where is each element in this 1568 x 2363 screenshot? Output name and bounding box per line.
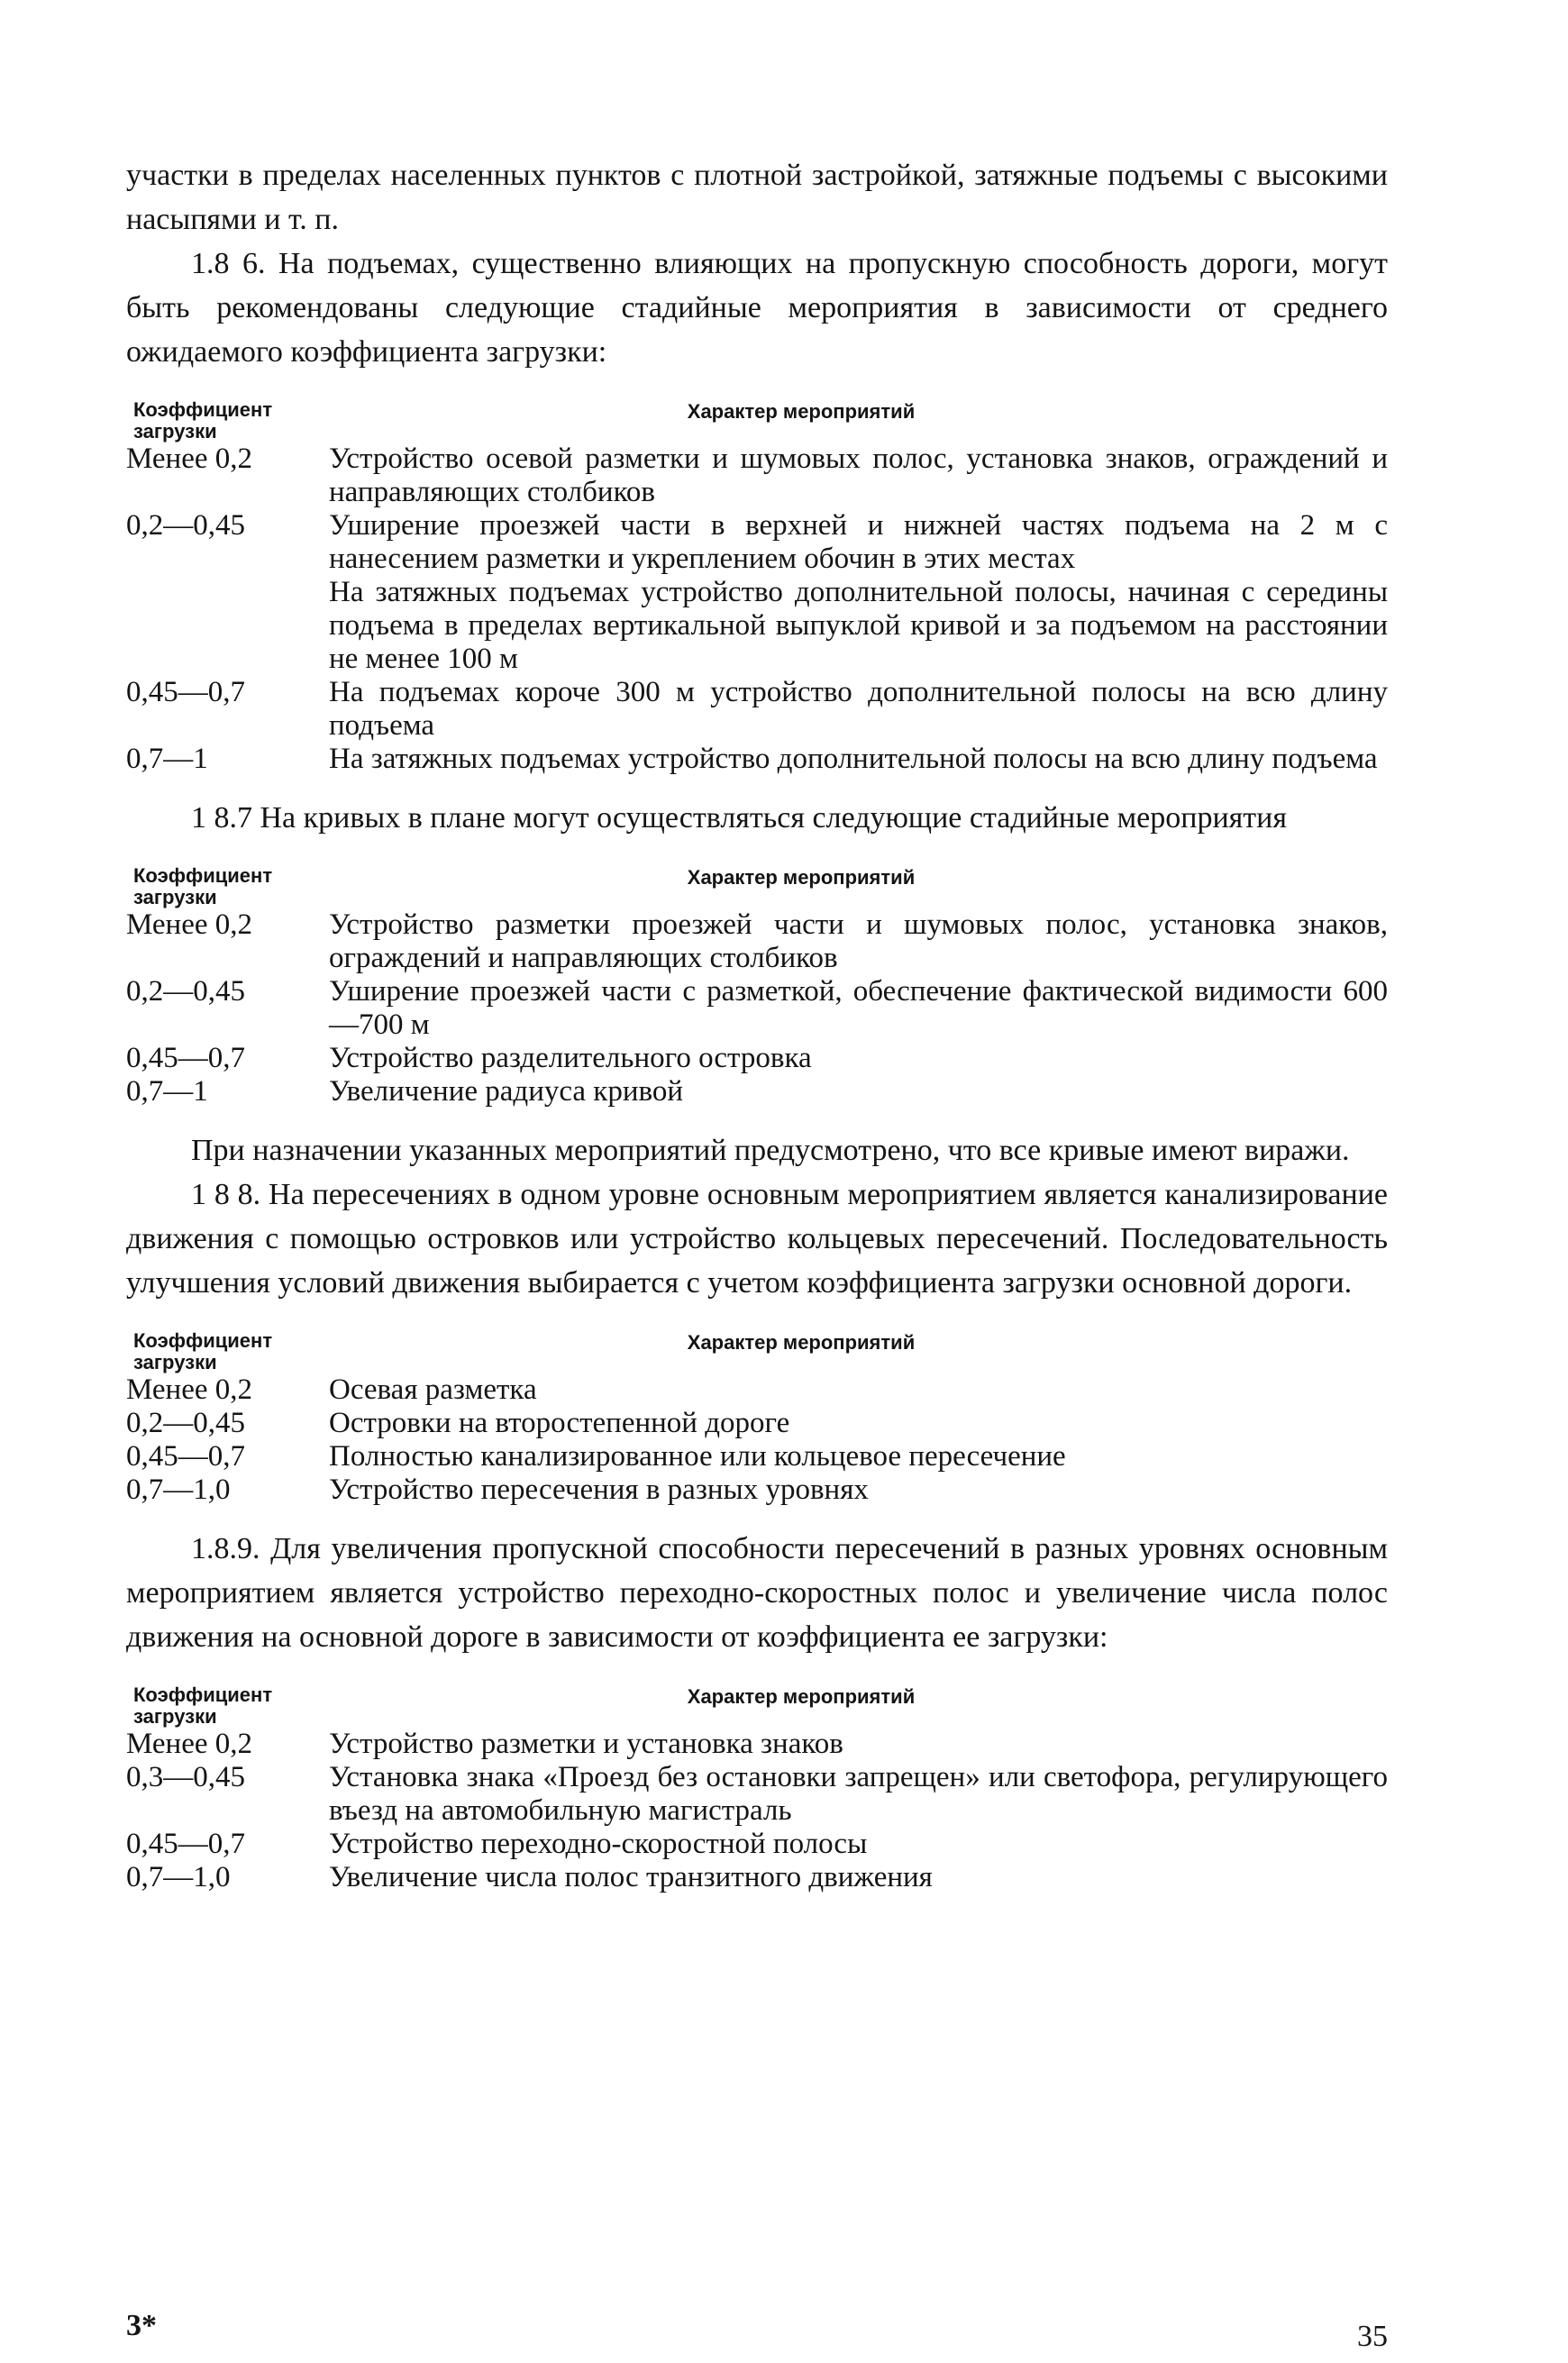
- table-row: [126, 442, 1388, 509]
- coefficient-cell: 0,2—0,45: [126, 509, 245, 542]
- coefficient-cell: 0,45—0,7: [126, 1828, 245, 1860]
- signature-mark: 3*: [126, 2309, 157, 2342]
- table-row: [126, 1473, 1388, 1507]
- page-footer: [126, 2309, 1388, 2363]
- measure-text: Устройство разметки и установка знаков: [329, 1728, 843, 1760]
- measure-text: Установка знака «Проезд без остановки запрещен» или светофора, регулирующего въезд на автомобильную магистраль: [329, 1761, 1388, 1827]
- measure-cell: [329, 676, 1388, 743]
- measures-table-1: [126, 399, 1388, 776]
- header-measures: Характер мероприятий: [687, 400, 916, 423]
- table-row: [126, 1407, 1388, 1440]
- coefficient-cell: 0,7—1: [126, 743, 208, 775]
- measure-cell: [329, 1075, 1388, 1109]
- table-row: [126, 1075, 1388, 1109]
- table-row: [126, 1828, 1388, 1861]
- document-page: [126, 153, 1388, 2353]
- table-header: [126, 1684, 1388, 1728]
- coefficient-cell: 0,45—0,7: [126, 1440, 245, 1473]
- measure-cell: [329, 1728, 1388, 1761]
- coefficient-cell: 0,7—1,0: [126, 1861, 231, 1893]
- table-header: [126, 865, 1388, 908]
- measure-cell: [329, 1861, 1388, 1894]
- table-row: [126, 676, 1388, 743]
- table-row: [126, 1042, 1388, 1075]
- paragraph-intro: участки в пределах населенных пунктов с плотной застройкой, затяжные подъемы с высокими насыпями и т. п.: [126, 159, 1388, 236]
- measure-text: На затяжных подъемах устройство дополнительной полосы на всю длину подъема: [329, 743, 1378, 775]
- table-row: [126, 908, 1388, 975]
- measure-text: Устройство осевой разметки и шумовых полос, установка знаков, ограждений и направляющих столбиков: [329, 442, 1388, 508]
- coefficient-cell: Менее 0,2: [126, 1728, 253, 1760]
- page-number: 35: [1357, 2320, 1388, 2353]
- measure-text: Осевая разметка: [329, 1373, 537, 1406]
- measure-text: Островки на второстепенной дороге: [329, 1407, 790, 1439]
- coefficient-cell: 0,7—1,0: [126, 1473, 231, 1506]
- coefficient-cell: 0,2—0,45: [126, 1407, 245, 1439]
- paragraph-1-8-7: 1 8.7 На кривых в плане могут осуществляться следующие стадийные мероприятия: [191, 801, 1287, 835]
- table-row: [126, 509, 1388, 676]
- table-row: [126, 1861, 1388, 1894]
- measure-cell: [329, 1407, 1388, 1440]
- table-row: [126, 743, 1388, 776]
- coefficient-cell: Менее 0,2: [126, 442, 253, 475]
- measure-text: На затяжных подъемах устройство дополнительной полосы, начиная с середины подъема в пределах вертикальной выпуклой кривой и за подъемом на расстоянии не менее 100 м: [329, 576, 1388, 675]
- table-row: [126, 1373, 1388, 1407]
- measure-cell: [329, 1828, 1388, 1861]
- measure-cell: [329, 743, 1388, 776]
- measures-table-2: [126, 865, 1388, 1109]
- header-measures: Характер мероприятий: [687, 866, 916, 889]
- measure-text: Уширение проезжей части с разметкой, обеспечение фактической видимости 600—700 м: [329, 975, 1388, 1041]
- paragraph-note: При назначении указанных мероприятий предусмотрено, что все кривые имеют виражи.: [191, 1134, 1350, 1167]
- paragraph-1-8-9: 1.8.9. Для увеличения пропускной способности пересечений в разных уровнях основным мероприятием является устройство переходно-скоростных полос и увеличение числа полос движения на основной дороге в зависимости от коэффициента ее загрузки:: [126, 1532, 1388, 1654]
- coefficient-cell: 0,45—0,7: [126, 676, 245, 708]
- measure-text: На подъемах короче 300 м устройство дополнительной полосы на всю длину подъема: [329, 676, 1388, 742]
- header-coefficient: Коэффициент загрузки: [133, 398, 273, 442]
- measure-cell: [329, 1473, 1388, 1507]
- table-row: [126, 1440, 1388, 1473]
- paragraph-1-8-6: 1.8 6. На подъемах, существенно влияющих на пропускную способность дороги, могут быть рекомендованы следующие стадийные мероприятия в зависимости от среднего ожидаемого коэффициента загрузки:: [126, 247, 1388, 369]
- header-coefficient: Коэффициент загрузки: [133, 864, 273, 908]
- measure-cell: [329, 1042, 1388, 1075]
- measure-cell: [329, 975, 1388, 1042]
- measure-cell: [329, 442, 1388, 509]
- table-row: [126, 1761, 1388, 1828]
- header-coefficient: Коэффициент загрузки: [133, 1329, 273, 1373]
- header-measures: Характер мероприятий: [687, 1331, 916, 1354]
- coefficient-cell: 0,2—0,45: [126, 975, 245, 1008]
- measure-cell: [329, 908, 1388, 975]
- coefficient-cell: 0,7—1: [126, 1075, 208, 1108]
- measure-text: Увеличение числа полос транзитного движения: [329, 1861, 933, 1893]
- coefficient-cell: 0,45—0,7: [126, 1042, 245, 1074]
- measure-cell: [329, 1373, 1388, 1407]
- measure-text: Уширение проезжей части в верхней и нижней частях подъема на 2 м с нанесением разметки и укреплением обочин в этих местах: [329, 509, 1388, 575]
- measure-text: Устройство переходно-скоростной полосы: [329, 1828, 868, 1860]
- measure-text: Устройство разметки проезжей части и шумовых полос, установка знаков, ограждений и направляющих столбиков: [329, 908, 1388, 974]
- table-row: [126, 975, 1388, 1042]
- paragraph-1-8-8: 1 8 8. На пересечениях в одном уровне основным мероприятием является канализирование движения с помощью островков или устройство кольцевых пересечений. Последовательность улучшения условий движения выбирается с учетом коэффициента загрузки основной дороги.: [126, 1178, 1388, 1300]
- coefficient-cell: 0,3—0,45: [126, 1761, 245, 1793]
- measures-table-4: [126, 1684, 1388, 1894]
- measure-text: Устройство пересечения в разных уровнях: [329, 1473, 869, 1506]
- table-header: [126, 399, 1388, 442]
- header-coefficient: Коэффициент загрузки: [133, 1683, 273, 1728]
- coefficient-cell: Менее 0,2: [126, 908, 253, 941]
- measure-cell: [329, 1440, 1388, 1473]
- measure-text: Увеличение радиуса кривой: [329, 1075, 684, 1108]
- table-header: [126, 1330, 1388, 1373]
- measure-text: Устройство разделительного островка: [329, 1042, 812, 1074]
- measure-cell: [329, 1761, 1388, 1828]
- header-measures: Характер мероприятий: [687, 1685, 916, 1708]
- coefficient-cell: Менее 0,2: [126, 1373, 253, 1406]
- table-row: [126, 1728, 1388, 1761]
- measure-text: Полностью канализированное или кольцевое пересечение: [329, 1440, 1066, 1473]
- measure-cell: [329, 509, 1388, 676]
- measures-table-3: [126, 1330, 1388, 1507]
